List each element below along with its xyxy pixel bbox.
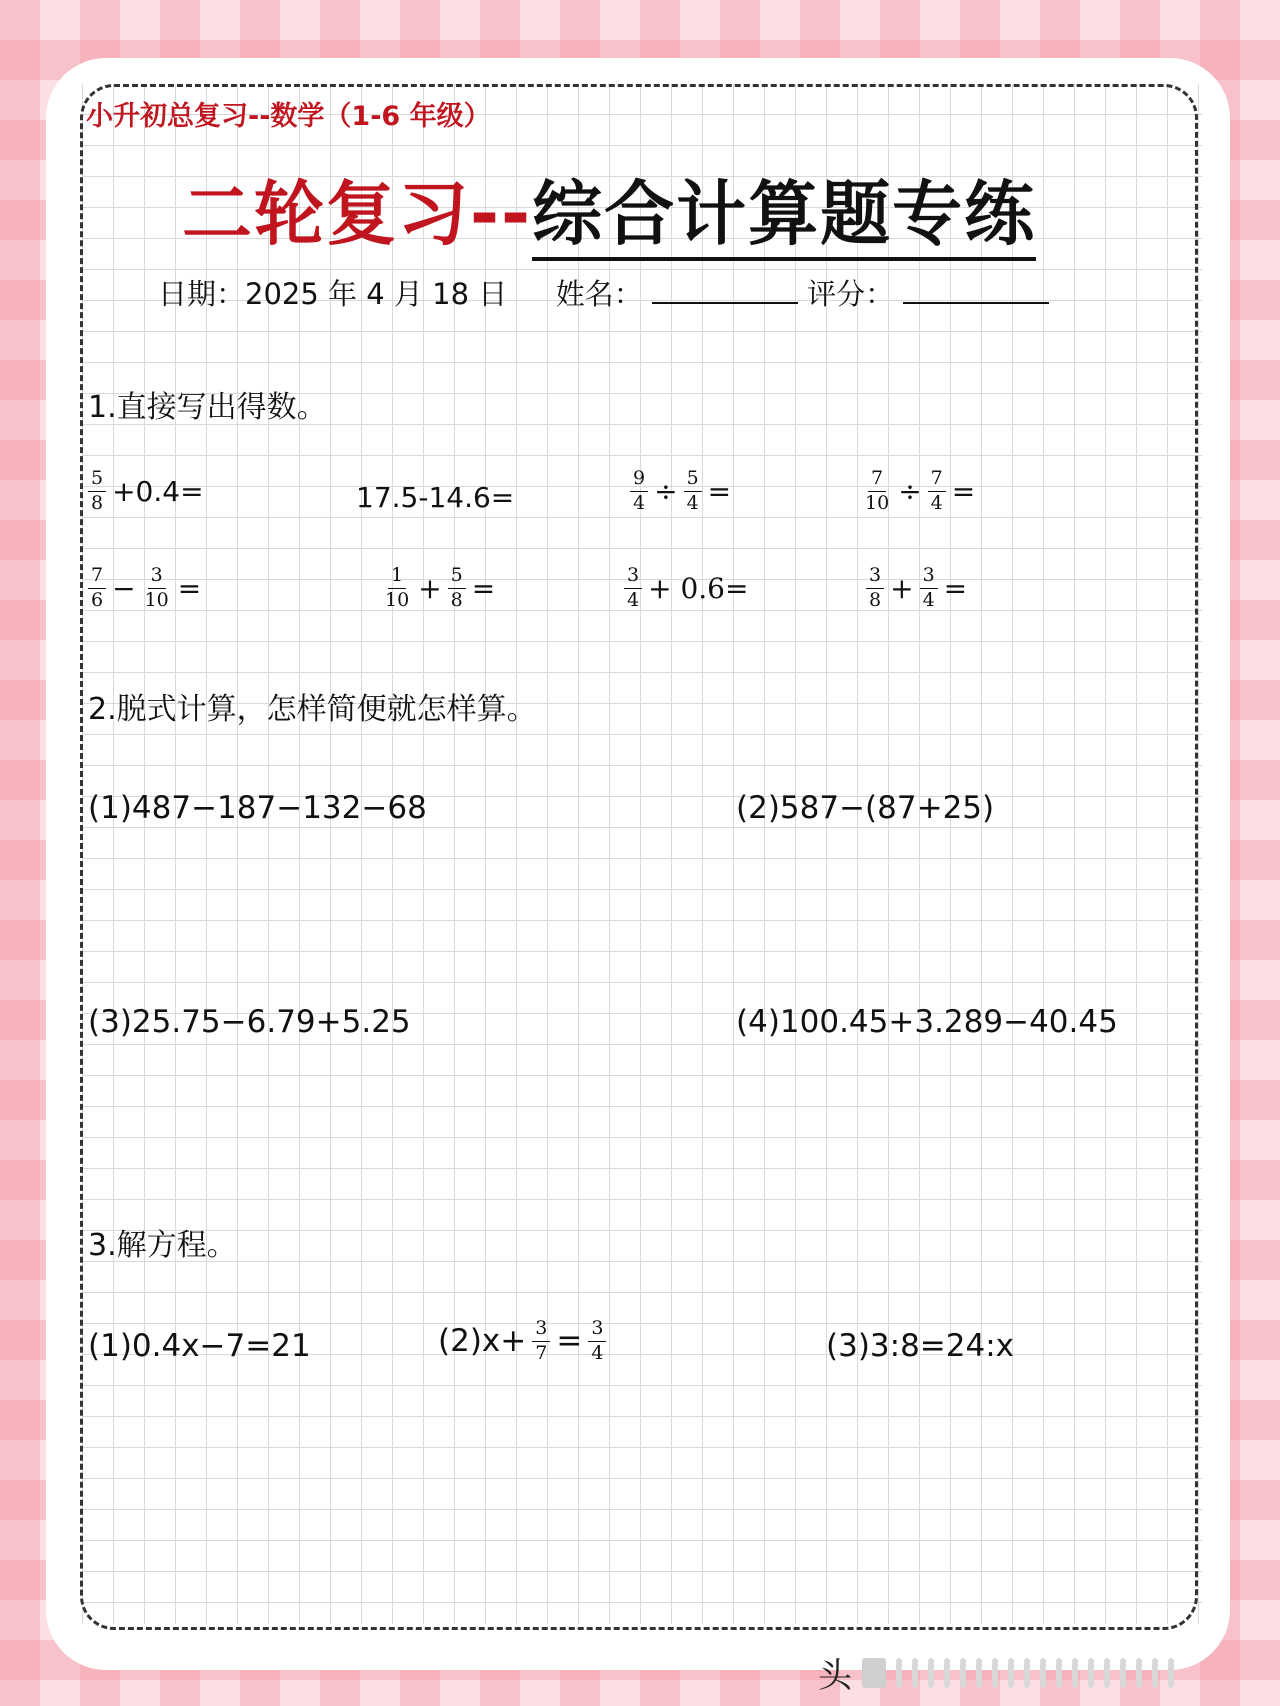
- watermark-bar: [1072, 1658, 1078, 1688]
- s1-item-2: 17.5-14.6=: [356, 481, 515, 514]
- fraction: $\frac{5}{8}$: [448, 565, 466, 612]
- title-red-part: 二轮复习--: [182, 173, 533, 255]
- watermark-bar: [862, 1658, 886, 1688]
- s1-item-3: $\frac{9}{4}$ ÷ $\frac{5}{4}$ =: [628, 468, 731, 515]
- watermark-bar: [1168, 1658, 1174, 1688]
- fraction: $\frac{7}{4}$: [928, 468, 946, 515]
- s1-item-8: $\frac{3}{8}$ + $\frac{3}{4}$ =: [864, 565, 967, 612]
- watermark-bar: [992, 1658, 998, 1688]
- watermark-text: 头: [818, 1656, 852, 1696]
- s1-item-1: $\frac{5}{8}$ +0.4=: [86, 468, 204, 515]
- fraction: $\frac{3}{4}$: [624, 565, 642, 612]
- top-label: 小升初总复习--数学（1-6 年级）: [86, 101, 491, 132]
- watermark-bar: [1104, 1658, 1110, 1688]
- s3-problem-3: (3)3:8=24:x: [826, 1328, 1015, 1364]
- watermark-bar: [976, 1658, 982, 1688]
- info-row: [158, 272, 1049, 313]
- fraction: $\frac{3}{10}$: [144, 564, 169, 611]
- watermark: [818, 1648, 1174, 1697]
- s1-item-6: $\frac{1}{10}$ + $\frac{5}{8}$ =: [380, 565, 495, 612]
- fraction: $\frac{9}{4}$: [630, 468, 648, 515]
- page-title: [182, 158, 1036, 259]
- s1-item-5: $\frac{7}{6}$ − $\frac{3}{10}$ =: [86, 565, 201, 612]
- s1-item-4: $\frac{7}{10}$ ÷ $\frac{7}{4}$ =: [860, 468, 975, 515]
- watermark-bar: [912, 1658, 918, 1688]
- fraction: $\frac{5}{4}$: [684, 468, 702, 515]
- s1-item-7: $\frac{3}{4}$ + 0.6=: [622, 565, 748, 612]
- score-blank[interactable]: [903, 276, 1049, 304]
- watermark-bar: [896, 1658, 902, 1688]
- s2-problem-2: (2)587−(87+25): [736, 790, 995, 826]
- name-blank[interactable]: [652, 276, 798, 304]
- watermark-bar: [1088, 1658, 1094, 1688]
- s3-problem-1: (1)0.4x−7=21: [88, 1328, 311, 1364]
- fraction: $\frac{7}{6}$: [88, 565, 106, 612]
- title-black-part: 综合计算题专练: [532, 173, 1036, 261]
- name-label: 姓名：: [555, 277, 643, 311]
- watermark-bar: [928, 1658, 934, 1688]
- section1-title: 1.直接写出得数。: [88, 390, 327, 425]
- s2-problem-3: (3)25.75−6.79+5.25: [88, 1004, 411, 1040]
- s2-problem-1: (1)487−187−132−68: [88, 790, 427, 826]
- section2-title: 2.脱式计算，怎样简便就怎样算。: [88, 692, 537, 727]
- fraction: $\frac{5}{8}$: [88, 468, 106, 515]
- fraction: $\frac{3}{4}$: [588, 1318, 606, 1365]
- watermark-bar: [1056, 1658, 1062, 1688]
- date-label: 日期：2025 年 4 月 18 日: [158, 277, 508, 311]
- fraction: $\frac{3}{7}$: [532, 1318, 550, 1365]
- watermark-bar: [1008, 1658, 1014, 1688]
- score-label: 评分：: [807, 277, 895, 311]
- watermark-bar: [1152, 1658, 1158, 1688]
- fraction: $\frac{7}{10}$: [865, 467, 890, 514]
- fraction: $\frac{1}{10}$: [385, 564, 410, 611]
- watermark-bar: [944, 1658, 950, 1688]
- s2-problem-4: (4)100.45+3.289−40.45: [736, 1004, 1118, 1040]
- s3-problem-2: (2)x+ $\frac{3}{7}$ = $\frac{3}{4}$: [438, 1318, 608, 1365]
- dashed-border: [80, 84, 1198, 1630]
- watermark-bar: [1120, 1658, 1126, 1688]
- section3-title: 3.解方程。: [88, 1228, 237, 1263]
- watermark-bar: [1024, 1658, 1030, 1688]
- fraction: $\frac{3}{4}$: [920, 565, 938, 612]
- watermark-bar: [1136, 1658, 1142, 1688]
- watermark-bar: [1040, 1658, 1046, 1688]
- watermark-bar: [960, 1658, 966, 1688]
- fraction: $\frac{3}{8}$: [866, 565, 884, 612]
